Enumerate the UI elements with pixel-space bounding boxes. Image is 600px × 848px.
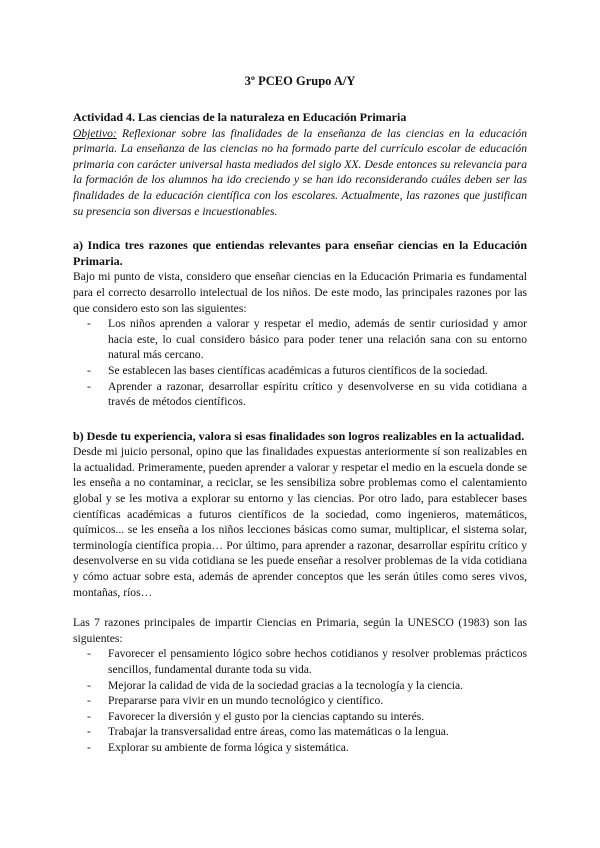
list-item-text: Trabajar la transversalidad entre áreas, como las matemáticas o la lengua. (108, 725, 449, 739)
list-item-text: Aprender a razonar, desarrollar espíritu crítico y desenvolverse en su vida cotidiana a través de métodos científicos. (108, 379, 527, 409)
list-item (87, 379, 527, 410)
list-item (87, 646, 527, 677)
bullet-dash: - (87, 363, 91, 377)
list-item (87, 316, 527, 363)
activity-objective (73, 126, 527, 220)
list-item-text: Prepararse para vivir en un mundo tecnológico y científico. (108, 694, 384, 708)
section-a-intro: Bajo mi punto de vista, considero que enseñar ciencias en la Educación Primaria es fundamental para el correcto desarrollo intelectual de los niños. De este modo, las principales razones por las que considero esto son las siguientes: (73, 270, 527, 315)
bullet-dash: - (87, 709, 91, 723)
section-b-body: Desde mi juicio personal, opino que las finalidades expuestas anteriormente sí son realizables en la actualidad. Primeramente, pueden aprender a valorar y respetar el medio en la escuela donde se les enseña a no contaminar, a reciclar, se les sensibiliza sobre problemas como el calentamiento global y se les motiva a explorar su entorno y las ciencias. Por otro lado, para establecer bases científicas académicas a futuros científicos de la sociedad, como ingenieros, matemáticos, químicos... se les enseña a los niños lecciones básicas como sumar, multiplicar, el sistema solar, terminología científica propia… Por último, para aprender a razonar, desarrollar espíritu crítico y desenvolverse en su vida cotidiana se les puede enseñar a resolver problemas de la vida cotidiana y cómo actuar sobre esta, además de aprender conceptos que les serán útiles como seres vivos, montañas, ríos… (73, 445, 527, 599)
section-c-intro: Las 7 razones principales de impartir Ciencias en Primaria, según la UNESCO (1983) son las siguientes: (73, 616, 527, 645)
section-c-list (73, 646, 527, 755)
bullet-dash: - (87, 647, 91, 661)
activity-block (73, 110, 527, 219)
bullet-dash: - (87, 317, 91, 331)
section-b (73, 429, 527, 601)
list-item-text: Favorecer el pensamiento lógico sobre hechos cotidianos y resolver problemas prácticos sencillos, fundamental durante toda su vida. (108, 647, 527, 676)
activity-title: Actividad 4. Las ciencias de la naturaleza en Educación Primaria (73, 110, 407, 124)
bullet-dash: - (87, 678, 91, 692)
objective-label: Objetivo: (73, 126, 117, 140)
list-item-text: Favorecer la diversión y el gusto por la ciencias captando su interés. (108, 709, 425, 723)
list-item (87, 678, 527, 694)
objective-text: Reflexionar sobre las finalidades de la enseñanza de las ciencias en la educación primaria. La enseñanza de las ciencias no ha formado parte del currículo escolar de educación primaria con carácter universal hasta mediados del siglo XX. Desde entonces su relevancia para la formación de los alumnos ha ido creciendo y se han ido reconsiderando cuáles deben ser las finalidades de la educación científica con los escolares. Actualmente, las razones que justifican su presencia son diversas e incuestionables. (73, 126, 527, 218)
list-item (87, 709, 527, 725)
list-item-text: Se establecen las bases científicas académicas a futuros científicos de la sociedad. (108, 363, 488, 377)
section-a-heading: a) Indica tres razones que entiendas relevantes para enseñar ciencias en la Educación Primaria. (73, 238, 527, 268)
section-b-heading: b) Desde tu experiencia, valora si esas finalidades son logros realizables en la actualidad. (73, 428, 525, 443)
section-a-list (73, 316, 527, 410)
list-item-text: Los niños aprenden a valorar y respetar el medio, además de sentir curiosidad y amor hacia este, lo cual considero básico para poder tener una relación sana con su entorno natural más cercano. (108, 317, 527, 362)
list-item (87, 724, 527, 740)
bullet-dash: - (87, 379, 91, 393)
section-a (73, 238, 527, 410)
list-item-text: Mejorar la calidad de vida de la sociedad gracias a la tecnología y la ciencia. (108, 678, 464, 692)
list-item-text: Explorar su ambiente de forma lógica y sistemática. (108, 740, 349, 754)
bullet-dash: - (87, 725, 91, 739)
section-c (73, 615, 527, 755)
list-item (87, 693, 527, 709)
document-header-title: 3º PCEO Grupo A/Y (244, 74, 356, 88)
bullet-dash: - (87, 740, 91, 754)
list-item (87, 740, 527, 756)
list-item (87, 363, 527, 379)
bullet-dash: - (87, 694, 91, 708)
